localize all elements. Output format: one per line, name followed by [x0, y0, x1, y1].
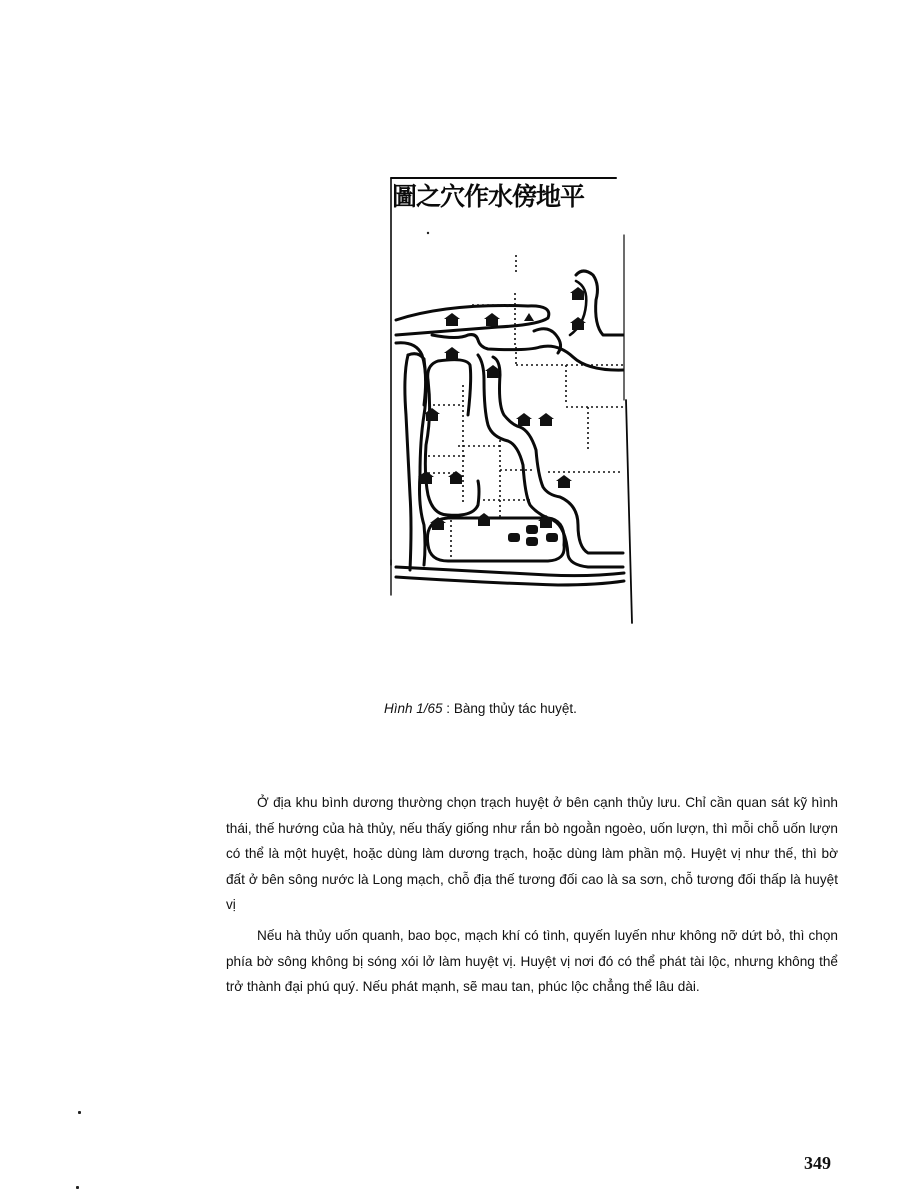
caption-separator: :: [442, 701, 454, 716]
figure-title-chinese: 圖之穴作水傍地平: [392, 182, 585, 211]
map-figure: [388, 175, 640, 625]
page-number: 349: [804, 1153, 831, 1173]
map-diagram: [388, 175, 640, 625]
figure-number: Hình 1/65: [384, 701, 443, 716]
paragraph-1: Ở địa khu bình dương thường chọn trạch huyệt ở bên cạnh thủy lưu. Chỉ cần quan sát kỹ hình thái, thế hướng của hà thủy, nếu thấy giống như rắn bò ngoằn ngoèo, uốn lượn, thì mỗi chỗ uốn lượn có thể là một huyệt, hoặc dùng làm dương trạch, hoặc dùng làm phần mộ. Huyệt vị như thế, thì bờ đất ở bên sông nước là Long mạch, chỗ địa thế tương đối cao là sa sơn, chỗ tương đối thấp là huyệt vị: [226, 795, 838, 913]
scan-speck: [76, 1186, 79, 1189]
figure-caption: [384, 701, 577, 716]
paragraph-2: Nếu hà thủy uốn quanh, bao bọc, mạch khí có tình, quyến luyến như không nỡ dứt bỏ, thì chọn phía bờ sông không bị sóng xói lở làm huyệt vị. Huyệt vị nơi đó có thể phát tài lộc, nhưng không thể trở thành đại phú quý. Nếu phát mạnh, sẽ mau tan, phúc lộc chẳng thể lâu dài.: [226, 927, 838, 995]
caption-text: Bàng thủy tác huyệt.: [453, 701, 577, 716]
scan-speck: [78, 1111, 81, 1114]
body-text: [226, 790, 838, 1005]
